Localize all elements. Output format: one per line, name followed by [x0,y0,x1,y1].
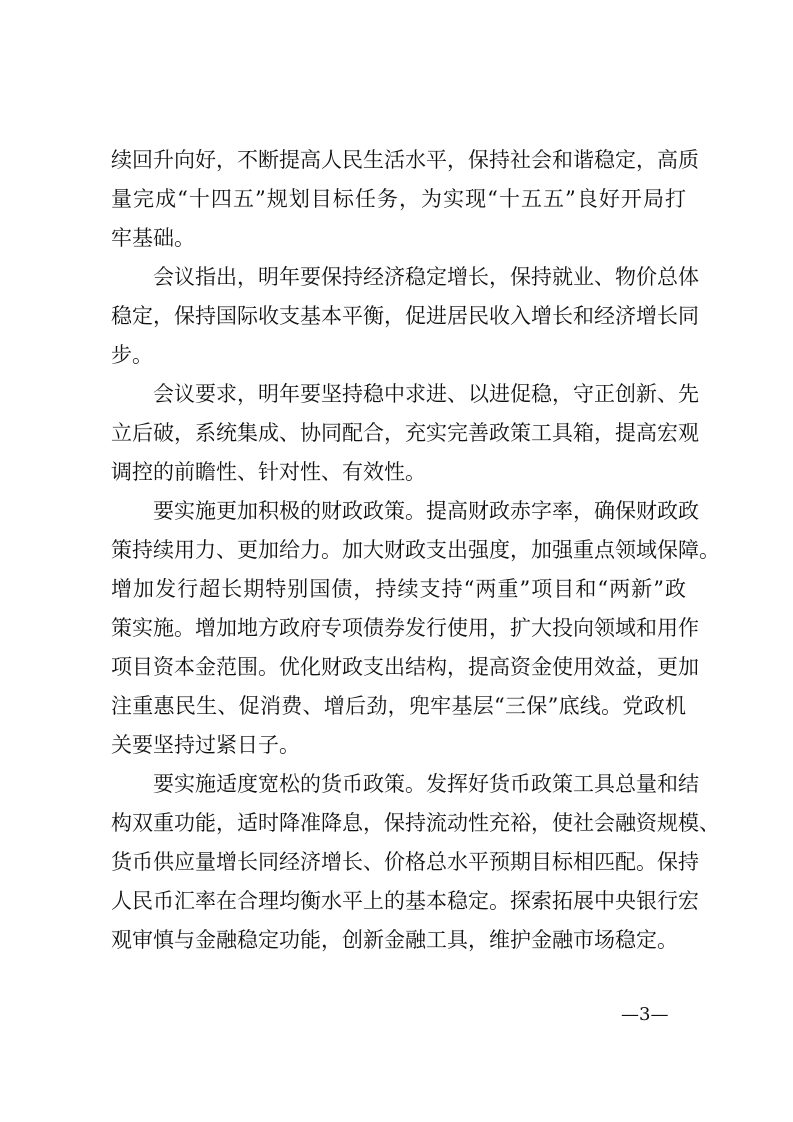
text-line: 注重惠民生、促消费、增后劲，兜牢基层“三保”底线。党政机 [111,694,686,718]
text-line: 步。 [111,343,153,367]
text-line: 策持续用力、更加给力。加大财政支出强度，加强重点领域保障。 [111,538,720,562]
text-line: 观审慎与金融稳定功能，创新金融工具，维护金融市场稳定。 [111,928,678,952]
text-line: 项目资本金范围。优化财政支出结构，提高资金使用效益，更加 [111,655,699,679]
text-line: 策实施。增加地方政府专项债券发行使用，扩大投向领域和用作 [111,616,699,640]
text-line: 牢基础。 [111,226,195,250]
paragraph [111,492,720,765]
text-line: 会议要求，明年要坚持稳中求进、以进促稳，守正创新、先 [153,382,699,406]
text-line: 量完成“十四五”规划目标任务，为实现“十五五”良好开局打 [111,187,686,211]
text-line: 增加发行超长期特别国债，持续支持“两重”项目和“两新”政 [111,577,686,601]
paragraph [111,141,699,258]
text-line: 货币供应量增长同经济增长、价格总水平预期目标相匹配。保持 [111,850,699,874]
text-line: 要实施更加积极的财政政策。提高财政赤字率，确保财政政 [153,499,699,523]
page-number: —3— [621,1004,669,1025]
text-line: 要实施适度宽松的货币政策。发挥好货币政策工具总量和结 [153,772,699,796]
text-line: 人民币汇率在合理均衡水平上的基本稳定。探索拓展中央银行宏 [111,889,699,913]
text-line: 构双重功能，适时降准降息，保持流动性充裕，使社会融资规模、 [111,811,720,835]
text-line: 调控的前瞻性、针对性、有效性。 [111,460,426,484]
text-line: 关要坚持过紧日子。 [111,733,300,757]
text-line: 稳定，保持国际收支基本平衡，促进居民收入增长和经济增长同 [111,304,699,328]
paragraph [111,258,699,375]
text-line: 会议指出，明年要保持经济稳定增长，保持就业、物价总体 [153,265,699,289]
text-line: 立后破，系统集成、协同配合，充实完善政策工具箱，提高宏观 [111,421,699,445]
paragraph [111,765,720,960]
paragraph [111,375,699,492]
text-line: 续回升向好，不断提高人民生活水平，保持社会和谐稳定，高质 [111,148,699,172]
body-text [111,141,720,960]
